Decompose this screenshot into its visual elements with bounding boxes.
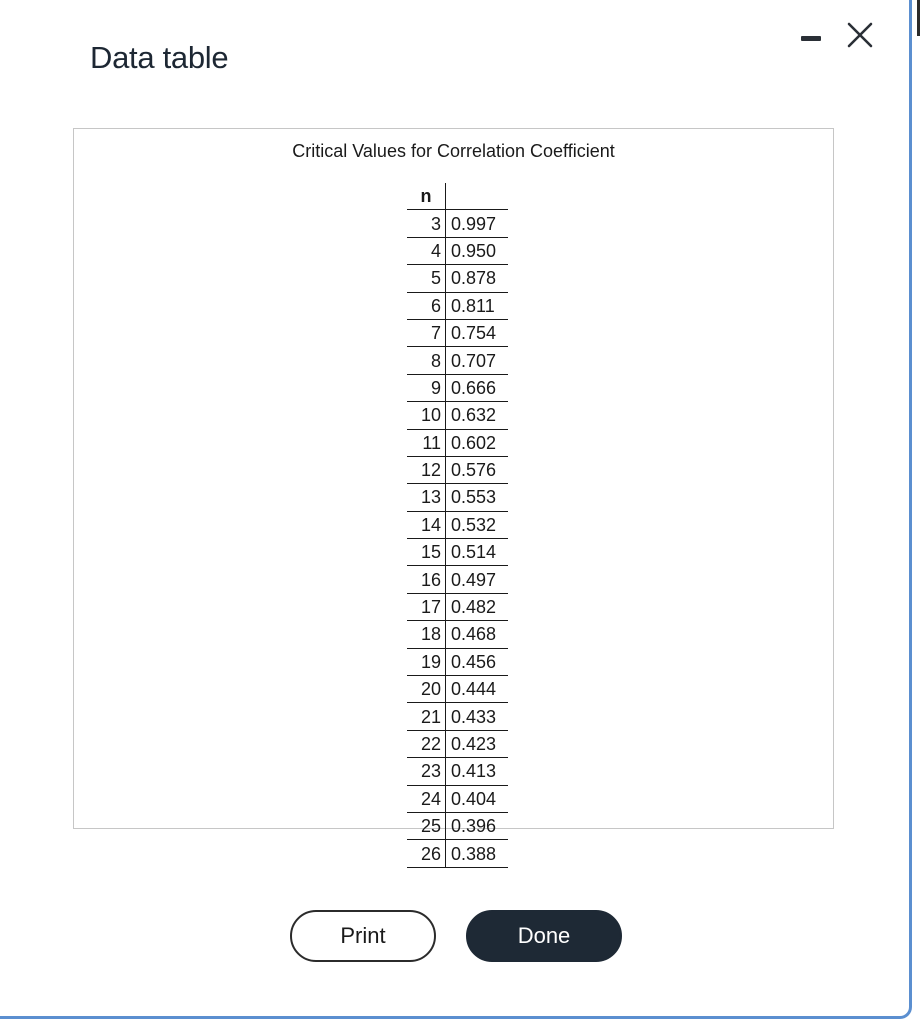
row-critical-value-cell: 0.602 [446,429,509,456]
row-n-cell: 9 [407,374,446,401]
row-critical-value-cell: 0.878 [446,265,509,292]
table-row [407,566,508,593]
table-row [407,593,508,620]
background-window-edge-dark [917,0,920,36]
row-n-cell: 6 [407,292,446,319]
table-row [407,347,508,374]
row-critical-value-cell: 0.396 [446,812,509,839]
row-n-cell: 11 [407,429,446,456]
row-critical-value-cell: 0.388 [446,840,509,867]
row-n-cell: 13 [407,484,446,511]
row-critical-value-cell: 0.754 [446,319,509,346]
table-row [407,758,508,785]
table-body [407,210,508,867]
row-n-cell: 7 [407,319,446,346]
row-n-cell: 22 [407,730,446,757]
row-n-cell: 18 [407,621,446,648]
table-row [407,292,508,319]
table-title: Critical Values for Correlation Coefficient [292,141,615,161]
row-n-cell: 17 [407,593,446,620]
table-row [407,237,508,264]
table-row [407,265,508,292]
table-scroll-area[interactable] [73,128,834,864]
row-n-cell: 8 [407,347,446,374]
row-critical-value-cell: 0.950 [446,237,509,264]
row-n-cell: 15 [407,539,446,566]
table-row [407,703,508,730]
close-icon[interactable] [845,20,875,50]
background-window-edge [916,0,923,1024]
table-row [407,484,508,511]
row-n-cell: 25 [407,812,446,839]
table-row [407,812,508,839]
column-header-n: n [407,183,446,210]
row-critical-value-cell: 0.632 [446,402,509,429]
row-critical-value-cell: 0.433 [446,703,509,730]
row-critical-value-cell: 0.707 [446,347,509,374]
row-n-cell: 24 [407,785,446,812]
table-row [407,511,508,538]
table-row [407,402,508,429]
row-n-cell: 20 [407,676,446,703]
row-critical-value-cell: 0.514 [446,539,509,566]
table-row [407,840,508,867]
table-row [407,730,508,757]
column-header-value [446,183,509,210]
row-critical-value-cell: 0.444 [446,676,509,703]
table-row [407,429,508,456]
row-n-cell: 26 [407,840,446,867]
row-critical-value-cell: 0.497 [446,566,509,593]
row-n-cell: 12 [407,456,446,483]
table-row [407,621,508,648]
row-critical-value-cell: 0.666 [446,374,509,401]
table-row [407,319,508,346]
table-row [407,456,508,483]
done-button[interactable]: Done [466,910,622,962]
row-n-cell: 10 [407,402,446,429]
row-critical-value-cell: 0.413 [446,758,509,785]
row-n-cell: 19 [407,648,446,675]
row-critical-value-cell: 0.468 [446,621,509,648]
window-controls [801,20,875,50]
table-row [407,676,508,703]
row-n-cell: 4 [407,237,446,264]
row-critical-value-cell: 0.456 [446,648,509,675]
critical-values-table [407,183,508,868]
row-critical-value-cell: 0.482 [446,593,509,620]
row-critical-value-cell: 0.576 [446,456,509,483]
table-row [407,785,508,812]
row-n-cell: 3 [407,210,446,237]
table-row [407,210,508,237]
row-critical-value-cell: 0.997 [446,210,509,237]
dialog-title: Data table [90,40,229,75]
critical-values-table-wrap [407,183,508,868]
row-n-cell: 14 [407,511,446,538]
row-critical-value-cell: 0.423 [446,730,509,757]
row-n-cell: 5 [407,265,446,292]
row-critical-value-cell: 0.404 [446,785,509,812]
row-critical-value-cell: 0.553 [446,484,509,511]
print-button[interactable]: Print [290,910,436,962]
table-row [407,648,508,675]
row-critical-value-cell: 0.532 [446,511,509,538]
table-row [407,539,508,566]
row-n-cell: 16 [407,566,446,593]
table-row [407,374,508,401]
row-n-cell: 21 [407,703,446,730]
row-critical-value-cell: 0.811 [446,292,509,319]
table-header-row [407,183,508,210]
minimize-icon[interactable] [801,20,823,50]
row-n-cell: 23 [407,758,446,785]
